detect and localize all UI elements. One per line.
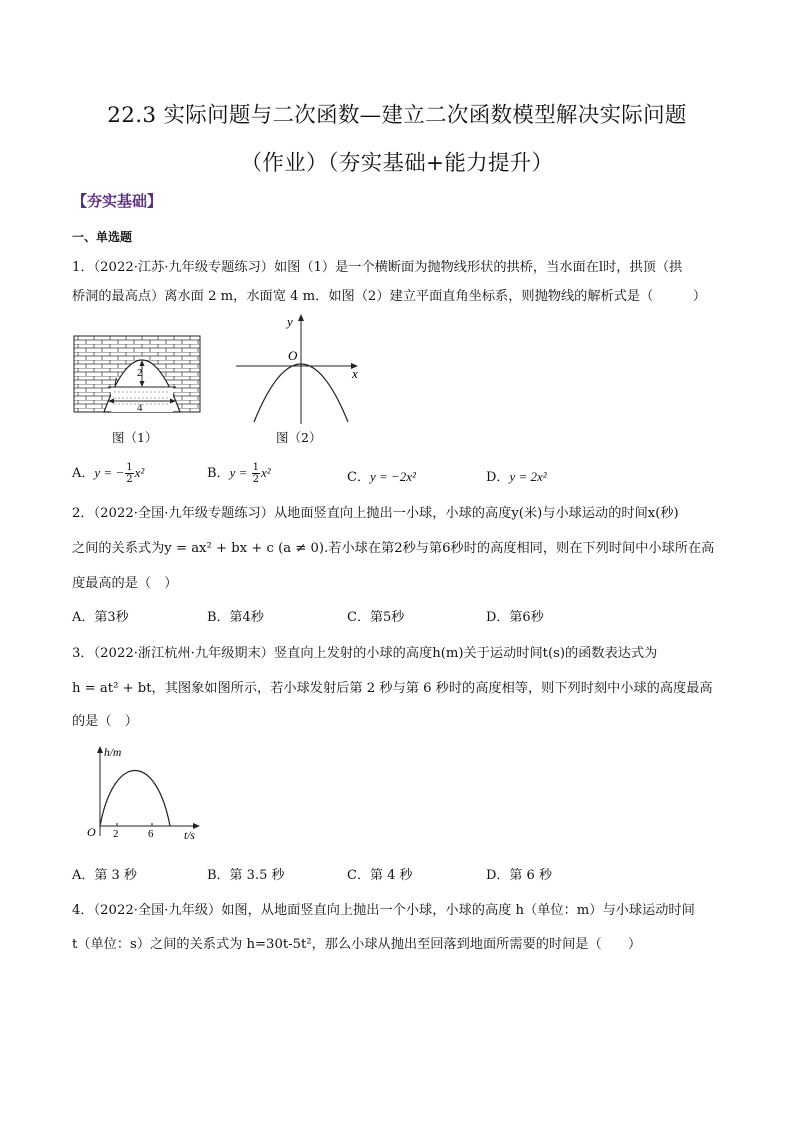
- doc-title-line2: （作业）（夯实基础+能力提升）: [240, 151, 554, 176]
- arch-bridge-figure: [74, 336, 200, 412]
- q3-line1: 3．（2022·浙江杭州·九年级期末）竖直向上发射的小球的高度h(m)关于运动时间t(s)的函数表达式为: [72, 646, 658, 661]
- graph-y-label: h/m: [104, 747, 122, 759]
- fig1-water-label: l: [114, 376, 118, 388]
- q1-option-c: C．y = −2x²: [347, 469, 416, 485]
- q1-option-d: D．y = 2x²: [486, 469, 547, 485]
- fig2-caption: 图（2）: [276, 430, 322, 445]
- fig1-height-label: 2: [137, 367, 143, 379]
- q3-option-d: D．第 6 秒: [486, 868, 552, 883]
- graph-x-label: t/s: [184, 830, 195, 842]
- q2-option-a: A．第3秒: [72, 610, 129, 625]
- fig2-y-label: y: [287, 314, 293, 329]
- graph-tick-6: 6: [148, 828, 154, 840]
- q4-line2: t（单位：s）之间的关系式为 h=30t-5t²，那么小球从抛出至回落到地面所需要的时间是（ ）: [72, 937, 642, 952]
- q3-line3: 的是（ ）: [72, 714, 138, 729]
- q2-line3: 度最高的是（ ）: [72, 576, 178, 591]
- fig2-origin-label: O: [288, 348, 298, 363]
- q1-line2: 桥洞的最高点）离水面 2 m，水面宽 4 m．如图（2）建立平面直角坐标系，则抛物线的解析式是（ ）: [72, 289, 707, 304]
- q4-line1: 4．（2022·全国·九年级）如图，从地面竖直向上抛出一个小球，小球的高度 h（单位：m）与小球运动时间: [72, 903, 695, 918]
- graph-tick-2: 2: [113, 828, 119, 840]
- fig2-x-label: x: [352, 366, 358, 381]
- q1-line1: 1．（2022·江苏·九年级专题练习）如图（1）是一个横断面为抛物线形状的拱桥，当水面在l时，拱顶（拱: [72, 260, 683, 275]
- q2-option-d: D．第6秒: [486, 610, 544, 625]
- fig1-caption: 图（1）: [112, 430, 158, 445]
- height-time-graph: [84, 744, 214, 840]
- q3-line2: h = at² + bt，其图象如图所示，若小球发射后第 2 秒与第 6 秒时的高度相等，则下列时刻中小球的高度最高: [72, 681, 713, 696]
- q1-option-b: B．y = $\frac{1}{2}$ x²: [207, 462, 271, 485]
- q3-option-c: C．第 4 秒: [347, 868, 413, 883]
- parabola-axes-figure: [232, 312, 362, 424]
- fig1-width-label: 4: [137, 402, 143, 414]
- q2-line2: 之间的关系式为y = ax² + bx + c (a ≠ 0).若小球在第2秒与第6秒时的高度相同，则在下列时间中小球所在高: [72, 541, 715, 556]
- doc-title-line1: 22.3 实际问题与二次函数—建立二次函数模型解决实际问题: [107, 103, 687, 128]
- q2-option-c: C．第5秒: [347, 610, 405, 625]
- q2-option-b: B．第4秒: [207, 610, 264, 625]
- section-heading: 【夯实基础】: [72, 192, 163, 210]
- graph-origin-label: O: [87, 825, 96, 839]
- q2-line1: 2．（2022·全国·九年级专题练习）从地面竖直向上抛出一小球，小球的高度y(米)与小球运动的时间x(秒): [72, 506, 679, 521]
- q3-option-a: A．第 3 秒: [72, 868, 137, 883]
- q3-option-b: B．第 3.5 秒: [207, 868, 285, 883]
- sub-heading: 一、单选题: [72, 230, 133, 244]
- q1-option-a: A．y = − $\frac{1}{2}$ x²: [72, 462, 145, 485]
